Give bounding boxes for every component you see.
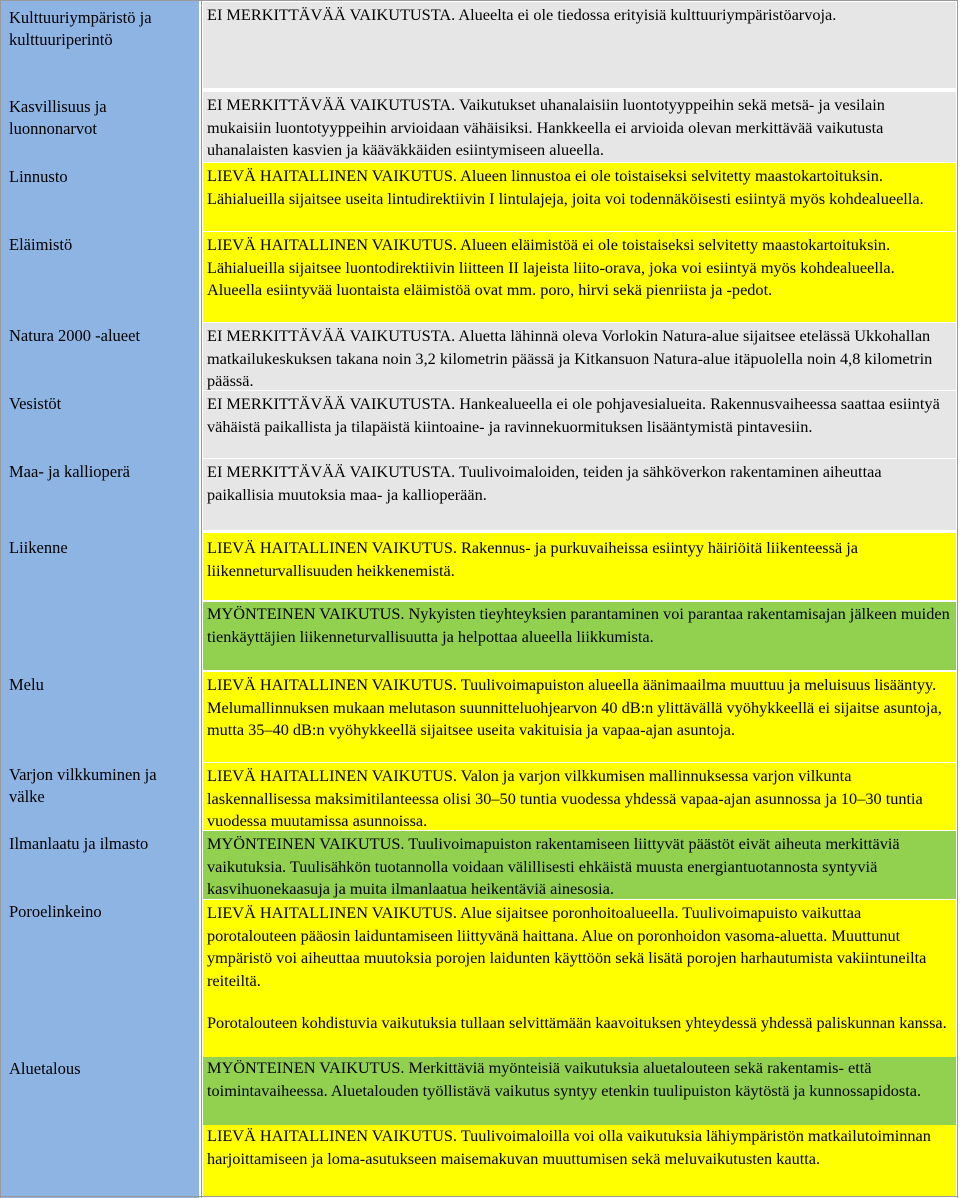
label-maapera: Maa- ja kallioperä xyxy=(9,462,130,481)
cell-elaimisto: LIEVÄ HAITALLINEN VAIKUTUS. Alueen eläimistöä ei ole toistaiseksi selvitetty maastokartoituksin. Lähialueilla sijaitsee luontodirektiivin liitteen II lajeista liito-orava, joka voi esiintyä myös kohdealueella. Alueella esiintyvää luontaista eläimistöä ovat mm. poro, hirvi sekä pienriista ja -pedot. xyxy=(203,232,956,322)
table-border-top xyxy=(0,0,958,1)
cell-vesistot: EI MERKITTÄVÄÄ VAIKUTUSTA. Hankealueella ei ole pohjavesialueita. Rakennusvaiheessa saattaa esiintyä vähäistä paikallista ja tilapäistä kiintoaine- ja ravinnekuormituksen lisääntymistä pintavesiin. xyxy=(203,391,956,458)
cell-kulttuuri: EI MERKITTÄVÄÄ VAIKUTUSTA. Alueelta ei ole tiedossa erityisiä kulttuuriympäristöarvoja. xyxy=(203,2,956,88)
table-border-bottom xyxy=(0,1196,958,1197)
cell-aluetalous-positive: MYÖNTEINEN VAIKUTUS. Merkittäviä myönteisiä vaikutuksia aluetalouteen sekä rakentamis- että toimintavaiheessa. Aluetalouden työllistävä vaikutus syntyy etenkin tuulipuiston käytöstä ja kunnossapidosta. xyxy=(203,1057,956,1125)
cell-poroelinkeino-note: Porotalouteen kohdistuvia vaikutuksia tullaan selvittämään kaavoituksen yhteydessä yhdessä paliskunnan kanssa. xyxy=(203,992,956,1057)
table-border-right xyxy=(957,0,958,1198)
label-elaimisto: Eläimistö xyxy=(9,235,73,254)
table-column-divider xyxy=(201,0,202,1198)
cell-poroelinkeino: LIEVÄ HAITALLINEN VAIKUTUS. Alue sijaitsee poronhoitoalueella. Tuulivoimapuisto vaikuttaa porotalouteen pääosin laiduntamiseen liittyvänä haittana. Alue on poronhoidon vasoma-aluetta. Muuttunut ympäristö voi aiheuttaa muutoksia porojen laidunten käyttöön sekä lisätä porojen harhautumista vakiintuneilta reiteiltä. xyxy=(203,900,956,992)
cell-liikenne-negative: LIEVÄ HAITALLINEN VAIKUTUS. Rakennus- ja purkuvaiheissa esiintyy häiriöitä liikenteessä ja liikenneturvallisuuden heikkenemistä. xyxy=(203,533,956,600)
cell-aluetalous-negative: LIEVÄ HAITALLINEN VAIKUTUS. Tuulivoimaloilla voi olla vaikutuksia lähiympäristön matkailutoiminnan harjoittamiseen ja loma-asutukseen maisemakuvan muuttumisen sekä meluvaikutusten kautta. xyxy=(203,1125,956,1196)
label-kasvillisuus: Kasvillisuus ja luonnonarvot xyxy=(9,97,107,138)
label-vesistot: Vesistöt xyxy=(9,394,62,413)
cell-linnusto: LIEVÄ HAITALLINEN VAIKUTUS. Alueen linnustoa ei ole toistaiseksi selvitetty maastokartoituksin. Lähialueilla sijaitsee useita lintudirektiivin I lintulajeja, joita voi todennäköisesti esiintyä myös kohdealueella. xyxy=(203,163,956,231)
table-border-left xyxy=(0,0,1,1198)
label-poroelinkeino: Poroelinkeino xyxy=(9,902,102,921)
label-aluetalous: Aluetalous xyxy=(9,1059,81,1078)
cell-liikenne-positive: MYÖNTEINEN VAIKUTUS. Nykyisten tieyhteyksien parantaminen voi parantaa rakentamisajan jälkeen muiden tienkäyttäjien liikenneturvallisuutta ja helpottaa alueella liikkumista. xyxy=(203,602,956,670)
label-kulttuuri: Kulttuuriympäristö ja kulttuuriperintö xyxy=(9,8,152,49)
label-melu: Melu xyxy=(9,675,44,694)
label-linnusto: Linnusto xyxy=(9,167,68,186)
cell-varjo: LIEVÄ HAITALLINEN VAIKUTUS. Valon ja varjon vilkkumisen mallinnuksessa varjon vilkunta laskennallisessa maksimitilanteessa olisi 30–50 tuntia vuodessa yhdessä vapaa-ajan asunnossa ja 10–30 tuntia vuodessa muutamissa asunnoissa. xyxy=(203,763,956,830)
cell-ilmanlaatu: MYÖNTEINEN VAIKUTUS. Tuulivoimapuiston rakentamiseen liittyvät päästöt eivät aiheuta merkittäviä vaikutuksia. Tuulisähkön tuotannolla voidaan välillisesti ehkäistä muusta energiantuotannosta syntyviä kasvihuonekaasuja ja muita ilmanlaatua heikentäviä ainesosia. xyxy=(203,831,956,899)
label-natura: Natura 2000 -alueet xyxy=(9,326,141,345)
label-varjo: Varjon vilkkuminen ja välke xyxy=(9,765,157,806)
cell-kasvillisuus: EI MERKITTÄVÄÄ VAIKUTUSTA. Vaikutukset uhanalaisiin luontotyyppeihin sekä metsä- ja vesilain mukaisiin luontotyyppeihin arvioidaan vähäisiksi. Hankkeella ei arvioida olevan merkittävää vaikutusta uhanalaisten kasvien ja kääväkkäiden esiintymiseen alueella. xyxy=(203,92,956,162)
cell-melu: LIEVÄ HAITALLINEN VAIKUTUS. Tuulivoimapuiston alueella äänimaailma muuttuu ja meluisuus lisääntyy. Melumallinnuksen mukaan melutason suunnitteluohjearvon 40 dB:n ylittävällä vyöhykkeellä ei sijaitse asuntoja, mutta 35–40 dB:n vyöhykkeellä sijaitsee useita vakituisia ja vapaa-ajan asuntoja. xyxy=(203,672,956,762)
label-ilmanlaatu: Ilmanlaatu ja ilmasto xyxy=(9,834,149,853)
cell-natura: EI MERKITTÄVÄÄ VAIKUTUSTA. Aluetta lähinnä oleva Vorlokin Natura-alue sijaitsee etelässä Ukkohallan matkailukeskuksen takana noin 3,2 kilometrin päässä ja Kitkansuon Natura-alue itäpuolella noin 4,8 kilometrin päässä. xyxy=(203,323,956,390)
label-liikenne: Liikenne xyxy=(9,538,68,557)
cell-maapera: EI MERKITTÄVÄÄ VAIKUTUSTA. Tuulivoimaloiden, teiden ja sähköverkon rakentaminen aiheuttaa paikallisia muutoksia maa- ja kallioperään. xyxy=(203,459,956,530)
